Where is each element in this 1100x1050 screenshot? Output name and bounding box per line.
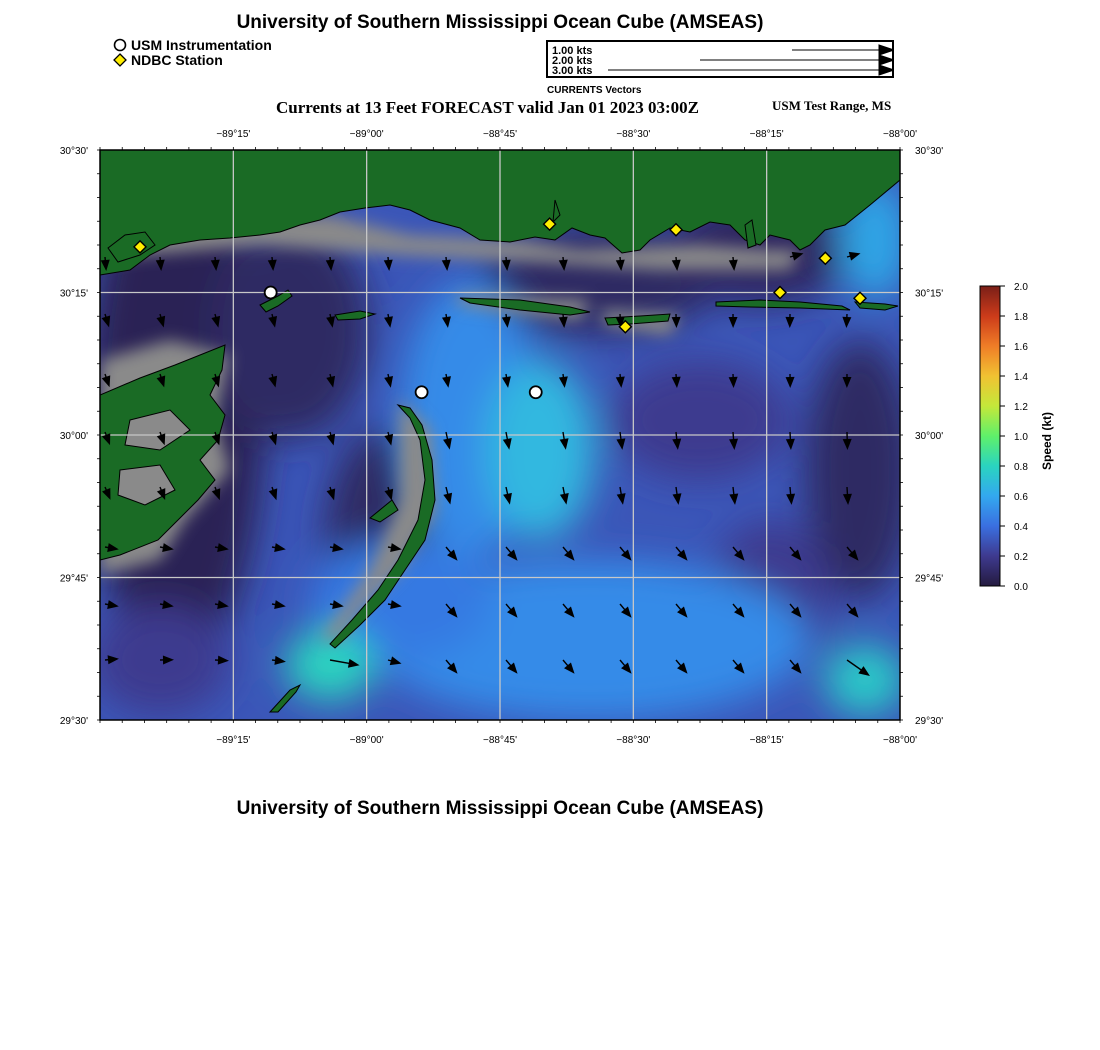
lat-tick-label: 29°45' bbox=[915, 573, 944, 585]
chart-title: University of Southern Mississippi Ocean Cube (AMSEAS) bbox=[236, 12, 764, 33]
lat-tick-label: 29°30' bbox=[915, 716, 944, 727]
lon-tick-label: −88°00' bbox=[883, 735, 917, 746]
lon-tick-label: −89°15' bbox=[216, 735, 251, 746]
colorbar-tick-label: 0.0 bbox=[1014, 582, 1028, 593]
legend-ndbc-label: NDBC Station bbox=[131, 52, 223, 68]
lat-tick-label: 29°45' bbox=[59, 573, 88, 585]
usm-station-marker bbox=[265, 287, 277, 299]
lon-tick-label: −89°00' bbox=[349, 129, 384, 140]
lat-tick-label: 30°15' bbox=[59, 288, 88, 300]
colorbar-tick-label: 1.8 bbox=[1014, 312, 1028, 323]
lon-tick-label: −89°15' bbox=[216, 129, 251, 140]
lon-tick-label: −88°15' bbox=[749, 129, 784, 140]
colorbar-tick-label: 0.4 bbox=[1014, 522, 1028, 533]
colorbar-tick-label: 0.2 bbox=[1014, 552, 1028, 563]
vector-legend-label-3: 3.00 kts bbox=[552, 65, 593, 77]
lon-tick-label: −88°30' bbox=[616, 129, 651, 140]
lat-tick-label: 30°00' bbox=[59, 431, 88, 442]
lon-tick-label: −88°30' bbox=[616, 735, 651, 746]
colorbar-tick-label: 2.0 bbox=[1014, 282, 1028, 293]
lat-tick-label: 30°30' bbox=[915, 146, 944, 157]
lon-tick-label: −89°00' bbox=[349, 735, 384, 746]
colorbar-tick-label: 1.6 bbox=[1014, 342, 1028, 353]
vector-legend-label-1: 1.00 kts bbox=[552, 45, 593, 57]
colorbar bbox=[980, 282, 1028, 593]
lat-tick-label: 29°30' bbox=[59, 716, 88, 727]
legend-usm-label: USM Instrumentation bbox=[131, 37, 272, 53]
lat-tick-label: 30°15' bbox=[915, 288, 944, 300]
colorbar-ticks bbox=[1000, 282, 1028, 593]
region-label: USM Test Range, MS bbox=[772, 98, 892, 113]
colorbar-tick-label: 0.8 bbox=[1014, 462, 1028, 473]
lon-tick-label: −88°15' bbox=[749, 735, 784, 746]
colorbar-tick-label: 1.0 bbox=[1014, 432, 1028, 443]
colorbar-title: Speed (kt) bbox=[1040, 411, 1054, 470]
colorbar-ramp bbox=[980, 286, 1000, 586]
colorbar-tick-label: 1.2 bbox=[1014, 402, 1028, 413]
colorbar-tick-label: 1.4 bbox=[1014, 372, 1028, 383]
lon-tick-label: −88°00' bbox=[883, 129, 917, 140]
lat-tick-label: 30°30' bbox=[59, 146, 88, 157]
lon-tick-label: −88°45' bbox=[483, 735, 517, 746]
vector-legend-caption: CURRENTS Vectors bbox=[547, 85, 642, 96]
usm-station-marker bbox=[416, 386, 428, 398]
colorbar-tick-label: 0.6 bbox=[1014, 492, 1028, 503]
vector-legend-label-2: 2.00 kts bbox=[552, 55, 593, 67]
usm-station-marker bbox=[530, 386, 542, 398]
lon-tick-label: −88°45' bbox=[483, 129, 517, 140]
lat-tick-label: 30°00' bbox=[915, 431, 944, 442]
footer-title: University of Southern Mississippi Ocean Cube (AMSEAS) bbox=[236, 798, 764, 819]
forecast-subtitle: Currents at 13 Feet FORECAST valid Jan 01 2023 03:00Z bbox=[276, 98, 699, 117]
